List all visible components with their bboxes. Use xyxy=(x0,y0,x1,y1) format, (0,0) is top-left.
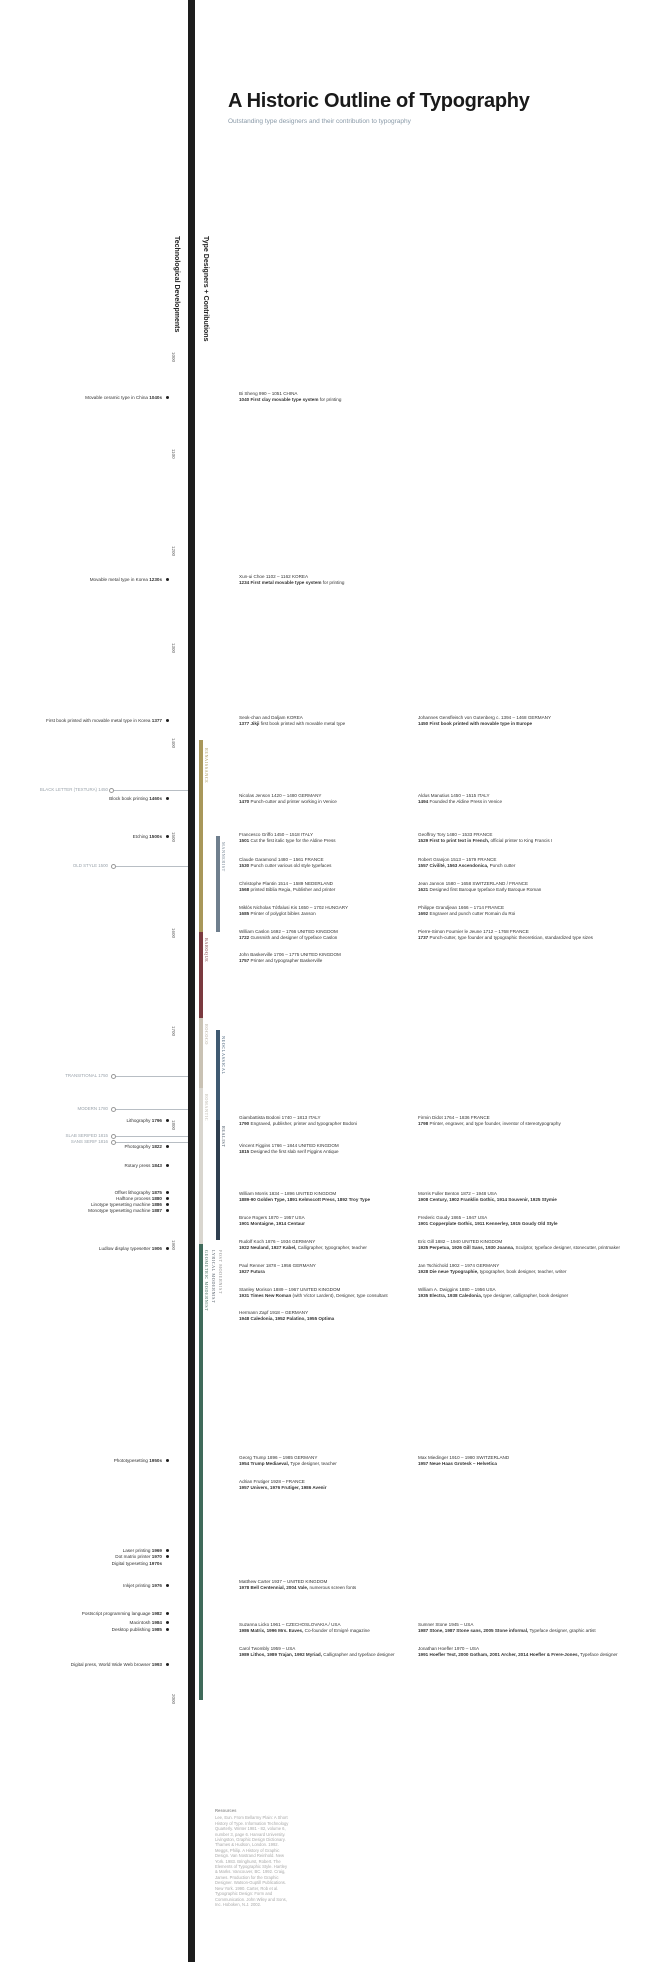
period-label: RENAISSANCE xyxy=(204,748,209,784)
tech-dot xyxy=(166,1584,169,1587)
style-line xyxy=(112,1142,188,1143)
designer-entry: Pierre-Simon Fournier le Jeune 1712 – 1768 FRANCE 1737 Punch-cutter, type founder and typographic theoretician, standardized type sizes xyxy=(418,929,593,940)
period-label: REALIST xyxy=(221,1126,226,1148)
tech-item: Halftone process 1880 xyxy=(116,1196,162,1201)
tech-item: Linotype typesetting machine 1886 xyxy=(90,1202,162,1207)
tech-item: Movable ceramic type in China 1040s xyxy=(85,395,162,400)
period-bar-baroque xyxy=(199,932,203,1018)
period-label: GEOMETRIC MODERNIST xyxy=(204,1250,209,1312)
period-bar-realist xyxy=(216,1120,220,1240)
tech-item: Digital press, World Wide Web browser 1993 xyxy=(70,1662,162,1667)
designer-entry: Nicolas Jenson 1420 – 1480 GERMANY 1470 Punch-cutter and printer working in Venice xyxy=(239,793,337,804)
designer-entry: Jan Tschichold 1902 – 1974 GERMANY 1928 Die neue Typographie, typographer, book designer, teacher, writer xyxy=(418,1263,567,1274)
designer-entry: Bruce Rogers 1870 – 1957 USA 1901 Montaigne, 1914 Centaur xyxy=(239,1215,305,1226)
year-label: 1800 xyxy=(171,1120,176,1131)
sources-heading: Resources xyxy=(215,1808,237,1813)
style-dot xyxy=(111,1140,116,1145)
tech-dot xyxy=(166,1203,169,1206)
designer-entry: Giambattista Bodoni 1740 – 1813 ITALY 1790 Engraved, publisher, printer and typographer Bodoni xyxy=(239,1115,358,1126)
tech-item: Movable metal type in Korea 1230s xyxy=(89,577,162,582)
designer-entry: Vincent Figgins 1766 – 1844 UNITED KINGDOM 1815 Designed the first slab serif Figgins Antique xyxy=(239,1143,339,1154)
designer-entry: Francesco Griffo 1450 – 1518 ITALY 1501 Cut the first italic type for the Aldine Press xyxy=(239,832,336,843)
period-label: POST MODERNIST xyxy=(218,1250,223,1295)
tech-item: Macintosh 1984 xyxy=(129,1620,162,1625)
style-dot xyxy=(111,1134,116,1139)
style-label: SANS SERIF 1816 xyxy=(70,1139,108,1144)
year-label: 1400 xyxy=(171,738,176,749)
year-label: 1700 xyxy=(171,1026,176,1037)
designer-entry: Seok-chan and Daljam KOREA 1377 Jikji first book printed with movable metal type xyxy=(239,715,346,726)
designer-entry: Jonathan Hoefler 1970 – USA 1991 Hoefler Text, 2000 Gotham, 2001 Archer, 2014 Hoefler & Frere-Jones, Typeface designer xyxy=(418,1646,618,1657)
tech-item: Laser printing 1969 xyxy=(122,1548,162,1553)
tech-dot xyxy=(166,797,169,800)
designer-entry: William Morris 1834 – 1896 UNITED KINGDOM 1889-90 Golden Type, 1891 Kelmscott Press, 1892 Troy Type xyxy=(239,1191,371,1202)
style-label: SLAB SERIFED 1815 xyxy=(65,1133,108,1138)
designer-entry: Carol Twombly 1959 – USA 1989 Lithos, 1989 Trajan, 1992 Myriad, Calligrapher and typeface designer xyxy=(239,1646,395,1657)
year-label: 2000 xyxy=(171,1694,176,1705)
period-label: ROMANTIC xyxy=(204,1094,209,1122)
tech-dot xyxy=(166,578,169,581)
tech-dot xyxy=(166,1209,169,1212)
tech-item: Offset lithography 1875 xyxy=(114,1190,162,1195)
page-subtitle: Outstanding type designers and their contribution to typography xyxy=(228,118,411,125)
tech-dot xyxy=(166,1145,169,1148)
year-label: 1300 xyxy=(171,643,176,654)
period-bar-neoclassical xyxy=(216,1030,220,1120)
period-label: ROCOCO xyxy=(204,1024,209,1046)
tech-item: Digital typesetting 1970s xyxy=(111,1561,162,1566)
style-line xyxy=(112,1136,188,1137)
designer-entry: Suzanna Licko 1961 – CZECHOSLOVAKIA / USA 1986 Matrix, 1996 Mrs. Eaves, Co-founder of Emigré magazine xyxy=(239,1622,370,1633)
timeline-spine xyxy=(188,0,195,1962)
tech-item: Ludlow display typesetter 1906 xyxy=(98,1246,162,1251)
designer-entry: Georg Trump 1896 – 1985 GERMANY 1954 Trump Mediaeval, Type designer, teacher xyxy=(239,1455,337,1466)
designer-entry: Miklós Nicholas Tótfalusi Kis 1650 – 1702 HUNGARY 1685 Printer of polyglot bibles Janson xyxy=(239,905,349,916)
designer-entry: John Baskerville 1706 – 1775 UNITED KINGDOM 1757 Printer and typographer Baskerville xyxy=(239,952,341,963)
tech-item: Dot matrix printer 1970 xyxy=(115,1554,162,1559)
designer-entry: Christophe Plantin 1514 – 1589 NEDERLAND 1568 printed Biblia Regia, Publisher and printer xyxy=(239,881,336,892)
style-line xyxy=(110,790,188,791)
tech-dot xyxy=(166,396,169,399)
designer-entry: Hermann Zapf 1918 – GERMANY 1948 Caledonia, 1952 Palatino, 1955 Optima xyxy=(239,1310,335,1321)
style-label: OLD STYLE 1500 xyxy=(72,863,108,868)
designer-entry: Philippe Grandjean 1666 – 1714 FRANCE 1692 Engraver and punch cutter Romain du Roi xyxy=(418,905,516,916)
designer-entry: Xun-ui Choe 1102 – 1162 KOREA 1234 First metal movable type system for printing xyxy=(239,574,345,585)
designer-entry: Firmin Didot 1764 – 1836 FRANCE 1798 Printer, engraver, and type founder, inventor of stereotypography xyxy=(418,1115,561,1126)
tech-dot xyxy=(166,1459,169,1462)
year-label: 1500 xyxy=(171,832,176,843)
period-label: MANNERIST xyxy=(221,842,226,872)
tech-dot xyxy=(166,1612,169,1615)
designer-entry: Frederic Goudy 1865 – 1947 USA 1901 Copperplate Gothic, 1911 Kennerley, 1915 Goudy Old Style xyxy=(418,1215,558,1226)
style-dot xyxy=(111,864,116,869)
tech-dot xyxy=(166,1628,169,1631)
page-title: A Historic Outline of Typography xyxy=(228,90,530,112)
tech-heading: Technological Developments xyxy=(173,236,180,333)
designers-heading: Type Designers + Contributions xyxy=(202,236,209,342)
style-dot xyxy=(111,1074,116,1079)
tech-item: Photography 1822 xyxy=(124,1144,162,1149)
year-label: 1100 xyxy=(171,449,176,459)
style-dot xyxy=(109,788,114,793)
tech-item: Phototypesetting 1950s xyxy=(113,1458,162,1463)
period-label: LYRICAL MODERNIST xyxy=(211,1250,216,1304)
period-bar-renaissance xyxy=(199,740,203,936)
period-label: BAROQUE xyxy=(204,938,209,963)
period-bar-mannerist xyxy=(216,836,220,932)
sources-text: Lee, Eun. From Bellarmy Plain: A Short History of Type. Information Technology Quarterly. Winter 1981 - 82, volume 6, number 3, page 6. Harvard University. Livingston, Graphic Design Dictionary. Thames & Hudson, London. 1992. Meggs, Philip. A History of Graphic Design. Van Nostrand Reinhold. New York. 1983. Bringhurst, Robert. The Elements of Typographic Style. Hartley & Marks. Vancouver, BC. 1992. Craig, James. Production for the Graphic Designer. Watson-Guptill Publications. New York. 1990. Carter, Rob et al. Typographic Design: Form and Communication. John Wiley and Sons, Inc. Hoboken, N.J. 2002. xyxy=(215,1815,289,1907)
style-line xyxy=(112,1076,188,1077)
style-label: BLACK LETTER (TEXTURA) 1450 xyxy=(39,787,108,792)
sources xyxy=(215,1808,290,1907)
tech-dot xyxy=(166,719,169,722)
tech-dot xyxy=(166,1663,169,1666)
tech-item: Desktop publishing 1985 xyxy=(111,1627,162,1632)
designer-entry: Paul Renner 1878 – 1956 GERMANY 1927 Futura xyxy=(239,1263,316,1274)
tech-item: Postscript programming language 1982 xyxy=(81,1611,162,1616)
tech-dot xyxy=(166,1164,169,1167)
tech-dot xyxy=(166,1119,169,1122)
tech-item: Inkjet printing 1976 xyxy=(123,1583,162,1588)
year-label: 1600 xyxy=(171,928,176,939)
designer-entry: Adrian Frutiger 1928 – FRANCE 1957 Univers, 1976 Frutiger, 1986 Avenir xyxy=(239,1479,327,1490)
tech-dot xyxy=(166,1247,169,1250)
period-bar-rococo xyxy=(199,1018,203,1088)
year-label: 1900 xyxy=(171,1240,176,1251)
year-label: 1000 xyxy=(171,352,176,363)
tech-item: First book printed with movable metal type in Korea 1377 xyxy=(46,718,162,723)
designer-entry: Aldus Manutius 1450 – 1515 ITALY 1494 Founded the Aldine Press in Venice xyxy=(418,793,503,804)
style-line xyxy=(112,866,188,867)
designer-entry: William Caslon 1692 – 1766 UNITED KINGDOM 1722 Gunsmith and designer of typeface Caslon xyxy=(239,929,338,940)
designer-entry: William A. Dwiggins 1880 – 1956 USA 1935 Electra, 1938 Caledonia, type designer, calligrapher, book designer xyxy=(418,1287,569,1298)
designer-entry: Eric Gill 1882 – 1940 UNITED KINGDOM 1925 Perpetua, 1926 Gill Sans, 1930 Joanna, Sculptor, typeface designer, stonecutter, printmaker xyxy=(418,1239,620,1250)
designer-entry: Matthew Carter 1937 – UNITED KINGDOM 1978 Bell Centennial, 2004 Vale, numerous screen fonts xyxy=(239,1579,357,1590)
designer-entry: Max Miedinger 1910 – 1980 SWITZERLAND 1957 Neue Haas Grotesk – Helvetica xyxy=(418,1455,510,1466)
tech-item: Monotype typesetting machine 1887 xyxy=(88,1208,162,1213)
designer-entry: Stanley Morison 1889 – 1967 UNITED KINGDOM 1931 Times New Roman (with Victor Lardent), Designer, type consultant xyxy=(239,1287,388,1298)
designer-entry: Claude Garamond 1480 – 1561 FRANCE 1530 Punch cutter various old style typefaces xyxy=(239,857,332,868)
designer-entry: Rudolf Koch 1876 – 1934 GERMANY 1922 Neuland, 1927 Kabel, Calligrapher, typographer, teacher xyxy=(239,1239,367,1250)
period-bar-romantic xyxy=(199,1088,203,1244)
tech-item: Lithography 1796 xyxy=(126,1118,162,1123)
tech-dot xyxy=(166,1621,169,1624)
designer-entry: Sumner Stone 1945 – USA 1987 Stone, 1987 Stone sans, 2005 Stone informal, Typeface designer, graphic artist xyxy=(418,1622,596,1633)
period-bar-geometric-modernist xyxy=(199,1244,203,1700)
designer-entry: Jean Jannon 1580 – 1658 SWITZERLAND / FRANCE 1621 Designed first Baroque typeface Early Baroque Roman xyxy=(418,881,542,892)
style-label: TRANSITIONAL 1750 xyxy=(65,1073,108,1078)
tech-dot xyxy=(166,1197,169,1200)
style-dot xyxy=(111,1107,116,1112)
designer-entry: Bi Sheng 990 – 1051 CHINA 1040 First clay movable type system for printing xyxy=(239,391,342,402)
designer-entry: Morris Fuller Benton 1872 – 1948 USA 1908 Century, 1902 Franklin Gothic, 1914 Souvenir, 1925 Stymie xyxy=(418,1191,557,1202)
designer-entry: Robert Granjon 1513 – 1579 FRANCE 1557 Civilité, 1563 Ascendonica, Punch cutter xyxy=(418,857,516,868)
tech-dot xyxy=(166,1191,169,1194)
tech-dot xyxy=(166,835,169,838)
tech-item: Block book printing 1460s xyxy=(109,796,162,801)
designer-entry: Geoffroy Tory 1480 – 1533 FRANCE 1529 First to print text in French, official printer to King Francis I xyxy=(418,832,553,843)
period-label: NEOCLASSICAL xyxy=(221,1036,226,1075)
tech-dot xyxy=(166,1555,169,1558)
tech-item: Rotary press 1843 xyxy=(124,1163,162,1168)
tech-item: Etching 1500s xyxy=(132,834,162,839)
style-line xyxy=(112,1109,188,1110)
style-label: MODERN 1780 xyxy=(77,1106,108,1111)
tech-dot xyxy=(166,1549,169,1552)
year-label: 1200 xyxy=(171,546,176,557)
designer-entry: Johannes Gensfleisch von Gutenberg c. 1394 – 1468 GERMANY 1450 First book printed with movable type in Europe xyxy=(418,715,552,726)
